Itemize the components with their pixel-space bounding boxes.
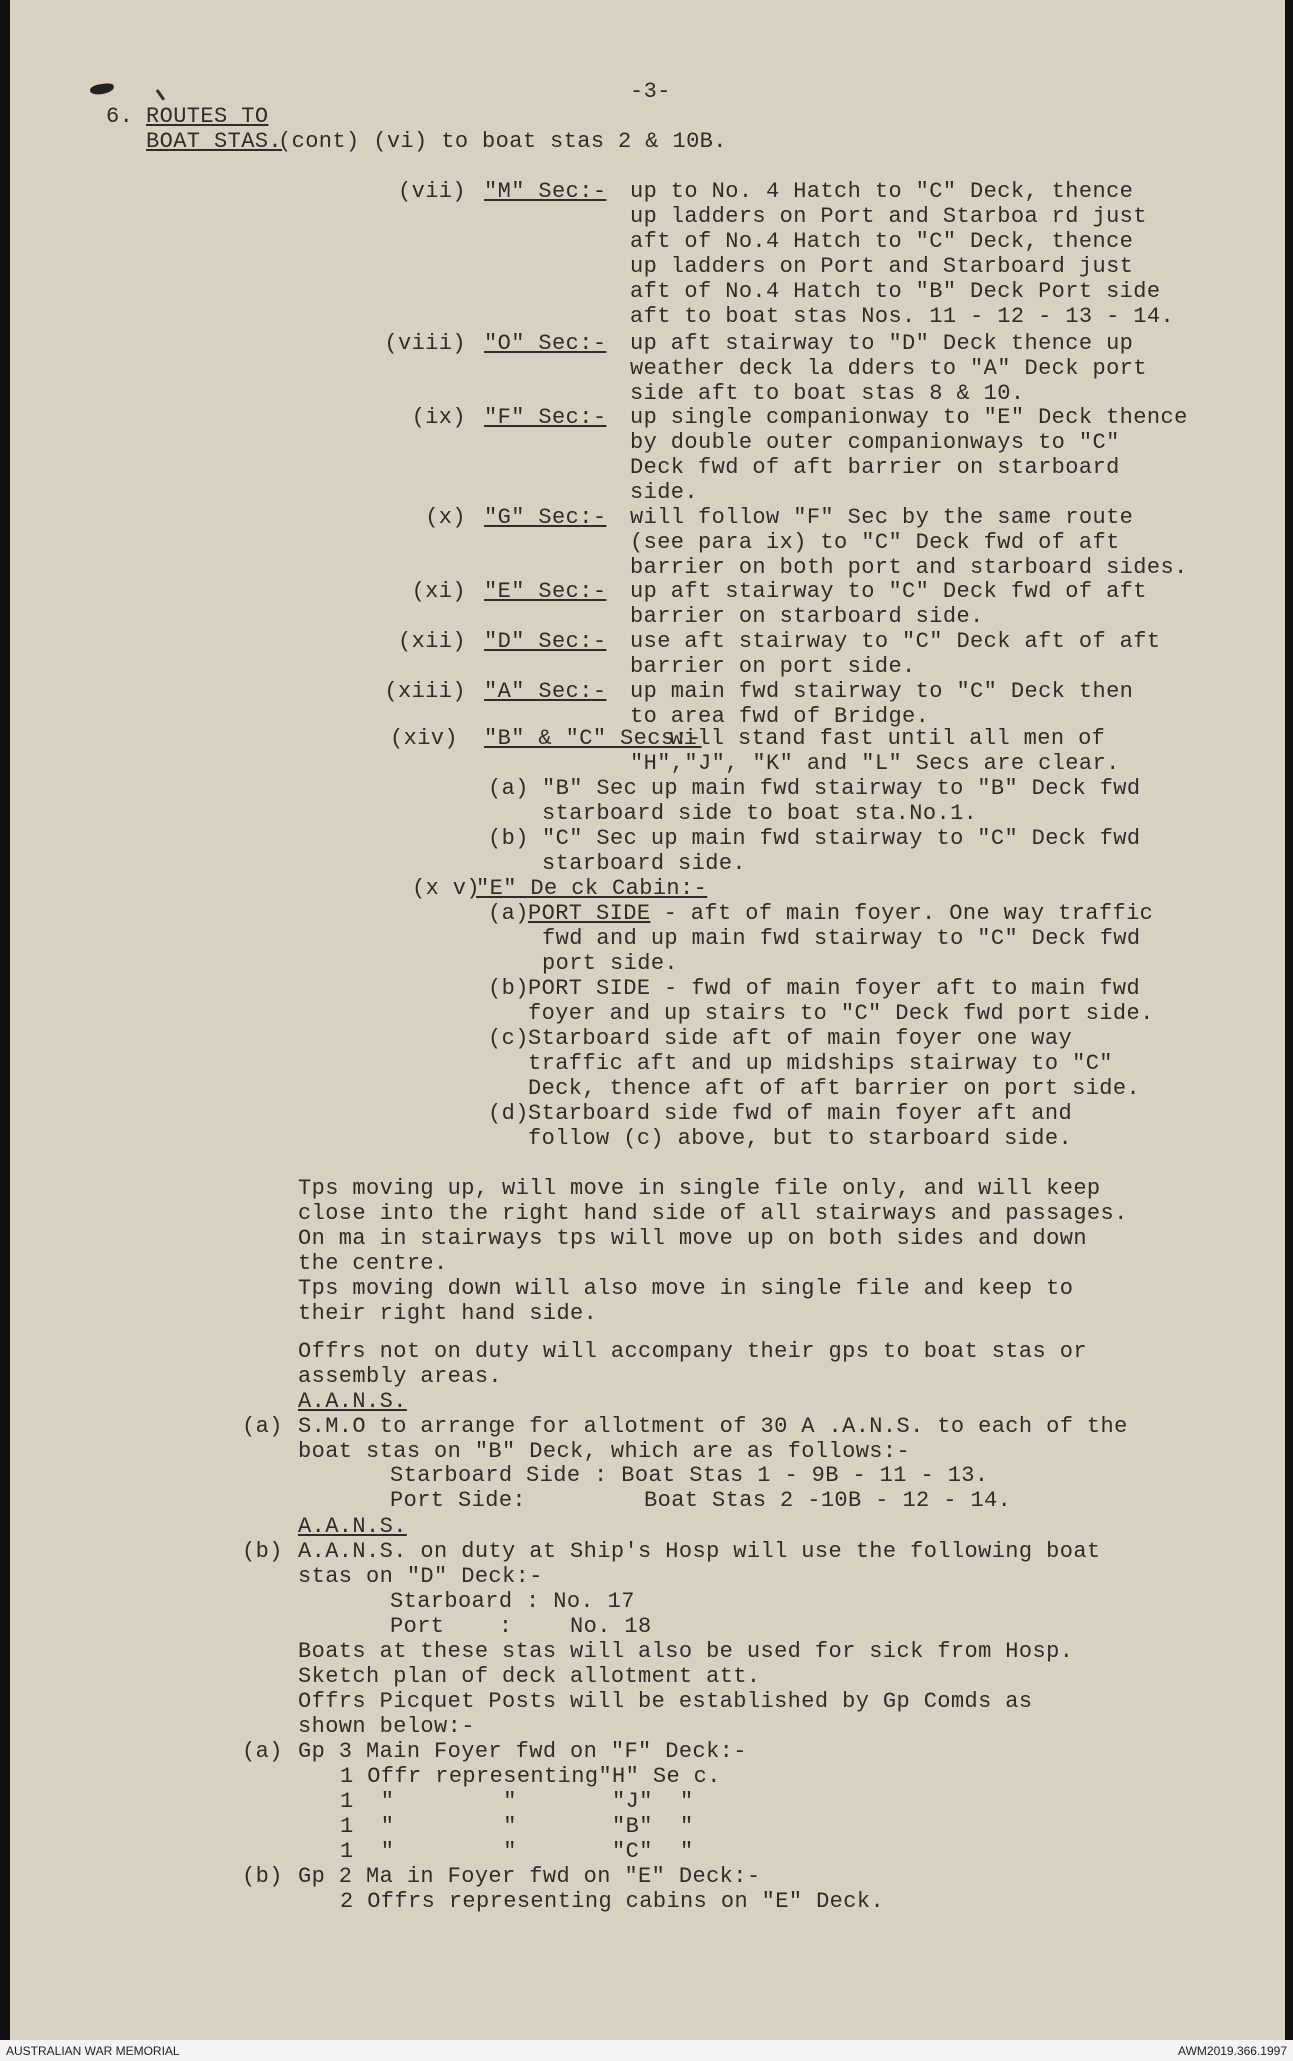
route-section: "O" Sec:- (484, 331, 607, 356)
item-label: (b) (488, 976, 529, 1001)
route-text: use aft stairway to "C" Deck aft of aft (630, 629, 1161, 654)
route-section: "F" Sec:- (484, 405, 607, 430)
item-lead: PORT SIDE (528, 901, 651, 926)
paragraph-line: stas on "D" Deck:- (298, 1564, 543, 1589)
item-text: Starboard side aft of main foyer one way (528, 1026, 1073, 1051)
route-text: barrier on both port and starboard sides. (630, 555, 1188, 580)
ink-mark (89, 82, 114, 95)
footer-bar (0, 2040, 1293, 2061)
item-text: foyer and up stairs to "C" Deck fwd port side. (528, 1001, 1154, 1026)
aans-port-label: Port : (390, 1614, 513, 1639)
route-text: will follow "F" Sec by the same route (630, 505, 1134, 530)
route-number: (xi) (411, 579, 466, 604)
item-label: (a) (488, 776, 529, 801)
route-text: barrier on port side. (630, 654, 916, 679)
section-cont: (cont) (vi) to boat stas 2 & 10B. (278, 129, 727, 154)
page-number: -3- (630, 79, 671, 104)
picquet-row: 1 " " "B" " (340, 1814, 694, 1839)
aans-port-label: Port Side: (390, 1488, 527, 1513)
route-text: by double outer companionways to "C" (630, 430, 1120, 455)
paragraph-line: boat stas on "B" Deck, which are as follows:- (298, 1439, 911, 1464)
item-label: (b) (242, 1539, 283, 1564)
route-text: barrier on starboard side. (630, 604, 984, 629)
picquet-row: 1 " " "C" " (340, 1839, 694, 1864)
item-text: Starboard side fwd of main foyer aft and (528, 1101, 1073, 1126)
picquet-row: 1 " " "J" " (340, 1789, 694, 1814)
section-number: 6. (106, 104, 134, 129)
item-text: port side. (542, 951, 679, 976)
item-label: (b) (488, 826, 529, 851)
route-text: Deck fwd of aft barrier on starboard (630, 455, 1120, 480)
paragraph-line: shown below:- (298, 1714, 475, 1739)
route-number: (xiii) (384, 679, 466, 704)
item-text: starboard side to boat sta.No.1. (542, 801, 978, 826)
route-number: (xii) (397, 629, 466, 654)
section-title-line1: ROUTES TO (146, 104, 269, 129)
route-section: "E" Sec:- (484, 579, 607, 604)
route-text: aft to boat stas Nos. 11 - 12 - 13 - 14. (630, 304, 1175, 329)
document-page (10, 0, 1285, 2040)
route-number: (vii) (397, 179, 466, 204)
aans-heading: A.A.N.S. (298, 1389, 407, 1414)
item-text: Deck, thence aft of aft barrier on port side. (528, 1076, 1141, 1101)
paragraph-line: Tps moving down will also move in single file and keep to (298, 1276, 1074, 1301)
item-label: (a) (242, 1414, 283, 1439)
item-text: starboard side. (542, 851, 747, 876)
picquet-row: 2 Offrs representing cabins on "E" Deck. (340, 1889, 885, 1914)
route-text: up single companionway to "E" Deck thence (630, 405, 1188, 430)
item-text: traffic aft and up midships stairway to "C" (528, 1051, 1113, 1076)
item-text: "C" Sec up main fwd stairway to "C" Deck fwd (542, 826, 1141, 851)
item-label: (a) (488, 901, 529, 926)
picquet-title: Gp 2 Ma in Foyer fwd on "E" Deck:- (298, 1864, 761, 1889)
route-number: (xiv) (390, 726, 459, 751)
item-label: (b) (242, 1864, 283, 1889)
paragraph-line: assembly areas. (298, 1364, 503, 1389)
paragraph-line: close into the right hand side of all stairways and passages. (298, 1201, 1128, 1226)
route-text: up main fwd stairway to "C" Deck then (630, 679, 1134, 704)
route-number: (x) (425, 505, 466, 530)
ink-mark (156, 83, 174, 100)
paragraph-line: the centre. (298, 1251, 448, 1276)
paragraph-line: Sketch plan of deck allotment att. (298, 1664, 761, 1689)
route-text: aft of No.4 Hatch to "C" Deck, thence (630, 229, 1134, 254)
item-text: - aft of main foyer. One way traffic (650, 901, 1154, 926)
route-section: "A" Sec:- (484, 679, 607, 704)
footer-credit: AUSTRALIAN WAR MEMORIAL (6, 2044, 180, 2058)
paragraph-line: their right hand side. (298, 1301, 598, 1326)
picquet-title: Gp 3 Main Foyer fwd on "F" Deck:- (298, 1739, 747, 1764)
item-label: (d) (488, 1101, 529, 1126)
aans-port-value: Boat Stas 2 -10B - 12 - 14. (644, 1488, 1012, 1513)
paragraph-line: Boats at these stas will also be used for sick from Hosp. (298, 1639, 1074, 1664)
route-text: aft of No.4 Hatch to "B" Deck Port side (630, 279, 1161, 304)
aans-starboard: Starboard Side : Boat Stas 1 - 9B - 11 - 13. (390, 1463, 989, 1488)
route-section: "B" & "C" Secs:- (484, 726, 702, 751)
picquet-row: 1 Offr representing"H" Se c. (340, 1764, 721, 1789)
item-text: fwd and up main fwd stairway to "C" Deck fwd (542, 926, 1141, 951)
route-number: (ix) (411, 405, 466, 430)
route-text: up ladders on Port and Starboa rd just (630, 204, 1147, 229)
paragraph-line: S.M.O to arrange for allotment of 30 A .A.N.S. to each of the (298, 1414, 1128, 1439)
route-text: up ladders on Port and Starboard just (630, 254, 1134, 279)
section-title-line2: BOAT STAS. (146, 129, 283, 154)
route-text: weather deck la dders to "A" Deck port (630, 356, 1147, 381)
aans-port-value: No. 18 (570, 1614, 652, 1639)
route-text: up aft stairway to "D" Deck thence up (630, 331, 1134, 356)
route-text: up to No. 4 Hatch to "C" Deck, thence (630, 179, 1134, 204)
item-text: "B" Sec up main fwd stairway to "B" Deck fwd (542, 776, 1141, 801)
route-text: to area fwd of Bridge. (630, 704, 930, 729)
route-text: will stand fast until all men of (670, 726, 1106, 751)
route-section: "D" Sec:- (484, 629, 607, 654)
item-text: follow (c) above, but to starboard side. (528, 1126, 1073, 1151)
route-number: (viii) (384, 331, 466, 356)
route-text: side aft to boat stas 8 & 10. (630, 381, 1025, 406)
paragraph-line: A.A.N.S. on duty at Ship's Hosp will use the following boat (298, 1539, 1101, 1564)
route-text: side. (630, 480, 699, 505)
route-number: (x v) (412, 876, 481, 901)
paragraph-line: On ma in stairways tps will move up on both sides and down (298, 1226, 1087, 1251)
route-text: "H","J", "K" and "L" Secs are clear. (630, 751, 1120, 776)
aans-heading: A.A.N.S. (298, 1514, 407, 1539)
aans-starboard: Starboard : No. 17 (390, 1589, 635, 1614)
item-label: (c) (488, 1026, 529, 1051)
route-section: "E" De ck Cabin:- (476, 876, 708, 901)
route-section: "G" Sec:- (484, 505, 607, 530)
paragraph-line: Tps moving up, will move in single file only, and will keep (298, 1176, 1101, 1201)
paragraph-line: Offrs not on duty will accompany their gps to boat stas or (298, 1339, 1087, 1364)
item-text: PORT SIDE - fwd of main foyer aft to main fwd (528, 976, 1141, 1001)
route-text: up aft stairway to "C" Deck fwd of aft (630, 579, 1147, 604)
footer-accession: AWM2019.366.1997 (1178, 2044, 1287, 2058)
route-section: "M" Sec:- (484, 179, 607, 204)
item-label: (a) (242, 1739, 283, 1764)
paragraph-line: Offrs Picquet Posts will be established by Gp Comds as (298, 1689, 1033, 1714)
route-text: (see para ix) to "C" Deck fwd of aft (630, 530, 1120, 555)
